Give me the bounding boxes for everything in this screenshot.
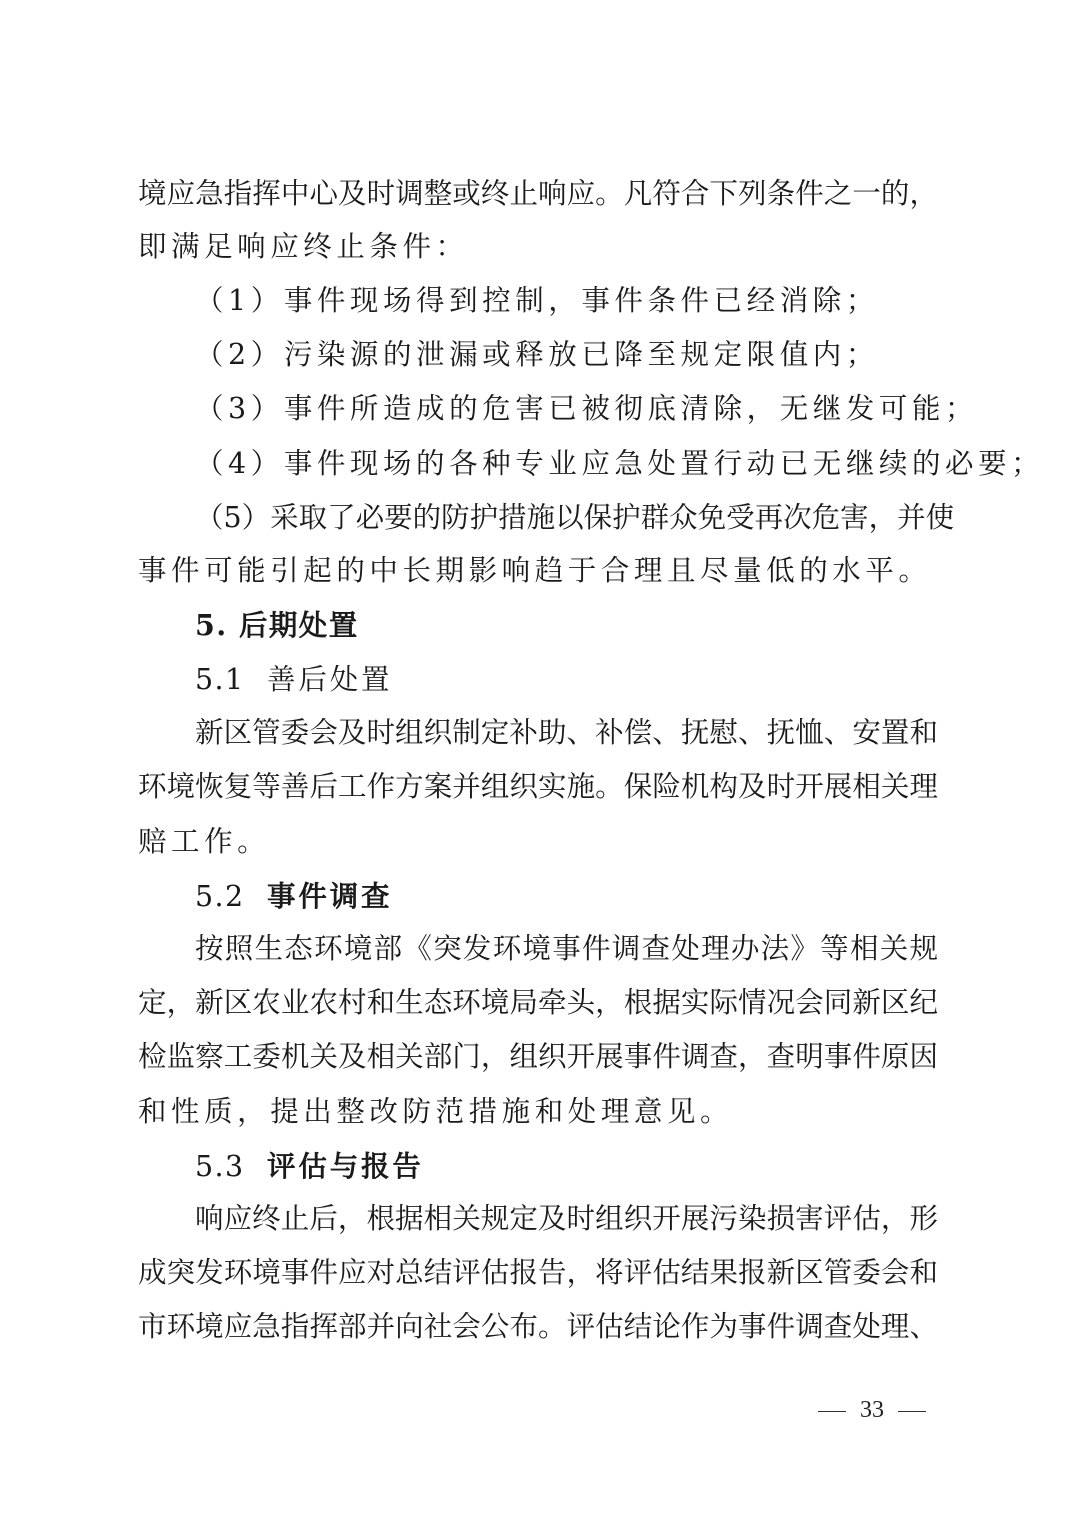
list-item: （4）事件现场的各种专业应急处置行动已无继续的必要； [195,447,1045,480]
subsection-number: 5.1 [195,663,245,696]
paragraph-line: 环境恢复等善后工作方案并组织实施。保险机构及时开展相关理 [138,770,938,803]
paragraph-line: 和性质，提出整改防范措施和处理意见。 [138,1095,734,1128]
list-item: （1）事件现场得到控制，事件条件已经消除； [195,284,879,317]
paragraph-line: 赔工作。 [138,825,271,858]
subsection-number: 5.2 [195,880,245,913]
section-heading: 5. 后期处置 [195,608,359,642]
subsection-title: 评估与报告 [267,1149,424,1183]
paragraph-line: 响应终止后，根据相关规定及时组织开展污染损害评估，形 [195,1202,938,1235]
paragraph-line: 事件可能引起的中长期影响趋于合理且尽量低的水平。 [138,554,932,587]
list-item: （3）事件所造成的危害已被彻底清除，无继发可能； [195,392,979,425]
subsection-heading [195,878,938,915]
list-item: （5）采取了必要的防护措施以保护群众免受再次危害，并使 [195,501,955,534]
paragraph-line: 定，新区农业农村和生态环境局牵头，根据实际情况会同新区纪 [138,986,938,1019]
subsection-number: 5.3 [195,1150,245,1183]
paragraph-line: 境应急指挥中心及时调整或终止响应。凡符合下列条件之一的， [138,177,938,210]
paragraph-line: 检监察工委机关及相关部门，组织开展事件调查，查明事件原因 [138,1040,938,1073]
dash-left [818,1411,846,1412]
dash-right [898,1411,926,1412]
paragraph-line: 成突发环境事件应对总结评估报告，将评估结果报新区管委会和 [138,1256,938,1289]
page-number-footer [818,1395,938,1425]
page-number: 33 [860,1397,884,1423]
subsection-title: 善后处置 [267,663,393,696]
paragraph-line: 市环境应急指挥部并向社会公布。评估结论作为事件调查处理、 [138,1310,938,1343]
list-item: （2）污染源的泄漏或释放已降至规定限值内； [195,338,879,371]
paragraph-line: 即满足响应终止条件： [138,230,469,263]
subsection-heading [195,1148,938,1185]
subsection-heading [195,662,938,698]
subsection-title: 事件调查 [267,879,393,913]
paragraph-line: 按照生态环境部《突发环境事件调查处理办法》等相关规 [195,932,938,965]
paragraph-line: 新区管委会及时组织制定补助、补偿、抚慰、抚恤、安置和 [195,716,938,749]
